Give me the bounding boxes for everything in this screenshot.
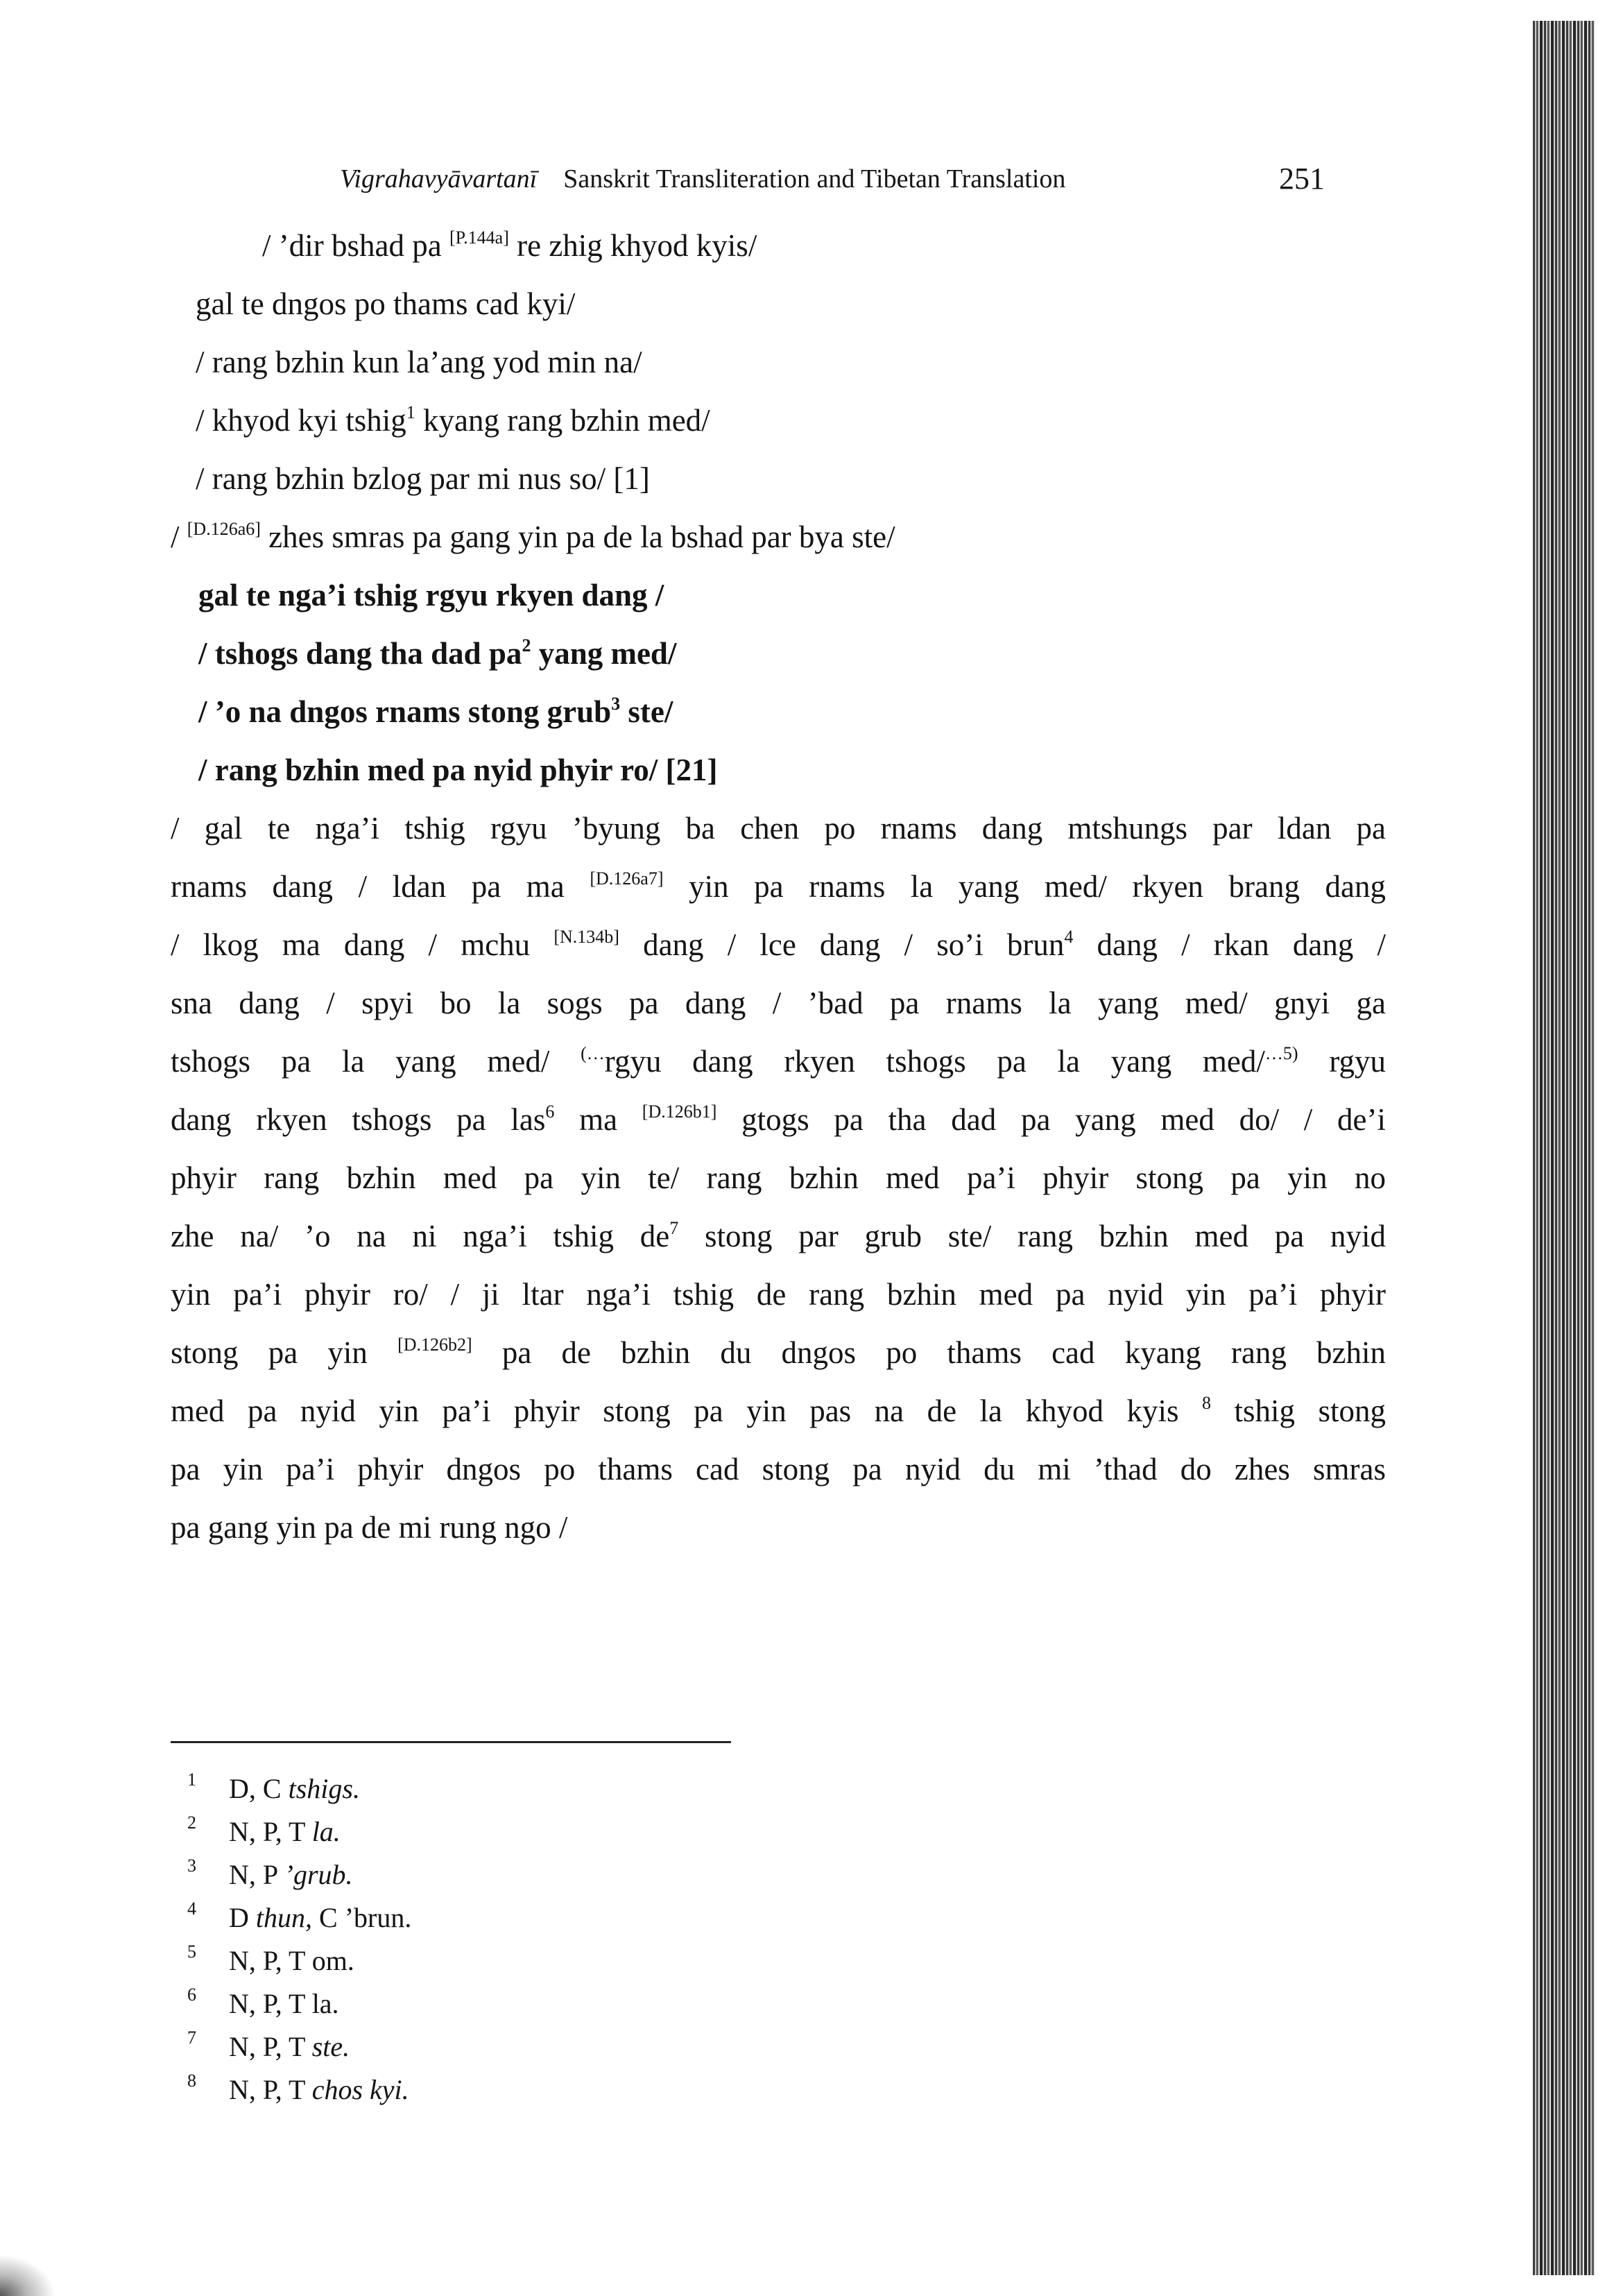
footnote-ref: 7 <box>669 1218 679 1238</box>
footnote: 7 N, P, T ste. <box>187 2025 411 2068</box>
header-title: Vigrahavyāvartanī <box>340 164 538 194</box>
commentary-paragraph <box>171 799 1386 1557</box>
folio-marker: [D.126a7] <box>590 868 664 889</box>
commentary-line: stong pa yin [D.126b2] pa de bzhin du dngos po thams cad kyang rang bzhin <box>171 1335 1386 1370</box>
omission-marker-close: …5) <box>1264 1043 1298 1063</box>
verse-line-bold: / tshogs dang tha dad $pa^2$ yang med/ <box>198 635 677 671</box>
verse-line: / ’dir bshad pa [P.144a] re zhig khyod kyis/ <box>262 228 757 263</box>
footnote: 3 N, P ’grub. <box>187 1853 411 1896</box>
footnote-ref: 3 <box>611 694 621 714</box>
commentary-line: pa yin pa’i phyir dngos po thams cad stong pa nyid du mi ’thad do zhes smras <box>171 1452 1386 1487</box>
folio-marker: [D.126a6] <box>187 519 261 539</box>
running-header <box>340 158 1325 200</box>
footnote-number: 4 <box>187 1899 196 1919</box>
footnote: 5 N, P, T om. <box>187 1939 411 1982</box>
commentary-line: / lkog ma dang / mchu [N.134b] dang / lce dang / so’i brun$^4$ dang / rkan dang / <box>171 927 1386 962</box>
footnote-ref: 2 <box>522 635 531 656</box>
folio-marker: [D.126b2] <box>397 1335 472 1355</box>
footnote-ref: 4 <box>1064 927 1074 947</box>
verse-block-2 <box>171 566 1386 799</box>
commentary-line: pa gang yin pa de mi rung ngo / <box>171 1510 568 1545</box>
verse-line-bold: gal te nga’i tshig rgyu rkyen dang / <box>198 578 664 612</box>
verse-line: gal te dngos po thams cad kyi/ <box>196 286 576 321</box>
commentary-line: zhe na/ ’o na ni nga’i tshig $de^7$ stong par grub ste/ rang bzhin med pa nyid <box>171 1218 1386 1253</box>
commentary-intro-line: / [D.126a6] zhes smras pa gang yin pa de la bshad par bya ste/ <box>171 519 895 554</box>
footnote-number: 8 <box>187 2071 196 2091</box>
footnote-number: 6 <box>187 1985 196 2005</box>
commentary-line: rnams dang / ldan pa ma [D.126a7] yin pa rnams la yang med/ rkyen brang dang <box>171 868 1386 904</box>
footnote-number: 2 <box>187 1813 196 1833</box>
commentary-line: yin pa’i phyir ro/ / ji ltar nga’i tshig de rang bzhin med pa nyid yin pa’i phyir <box>171 1277 1386 1312</box>
verse-line: / rang bzhin bzlog par mi nus so/ [1] <box>196 461 650 496</box>
footnote: 1 D, C tshigs. <box>187 1767 411 1810</box>
footnote-number: 5 <box>187 1942 196 1962</box>
commentary-line: tshogs pa la yang med/ (…rgyu dang rkyen tshogs pa la yang med/$^{\dots 5)}$ rgyu <box>171 1043 1386 1079</box>
footnote-ref: 6 <box>545 1102 555 1122</box>
folio-marker: [D.126b1] <box>642 1102 717 1122</box>
footnote: 8 N, P, T chos kyi. <box>187 2068 411 2111</box>
omission-marker-open: (… <box>581 1043 605 1063</box>
commentary-line: sna dang / spyi bo la sogs pa dang / ’bad pa rnams la yang med/ gnyi ga <box>171 986 1386 1020</box>
verse-line-bold: / rang bzhin med pa nyid phyir ro/ [21] <box>198 753 718 787</box>
header-subtitle: Sanskrit Transliteration and Tibetan Translation <box>563 164 1066 194</box>
verse-line: / khyod kyi tshig$^1$ kyang rang bzhin med/ <box>196 402 710 438</box>
footnote-number: 7 <box>187 2028 196 2048</box>
folio-marker: [N.134b] <box>553 927 619 947</box>
footnote: 6 N, P, T la. <box>187 1982 411 2025</box>
footnote-separator <box>171 1741 731 1743</box>
footnote-number: 1 <box>187 1770 196 1790</box>
footnote: 2 N, P, T la. <box>187 1810 411 1853</box>
page-number: 251 <box>1279 162 1325 196</box>
scan-corner-smudge <box>0 2254 55 2296</box>
commentary-line: phyir rang bzhin med pa yin te/ rang bzhin med pa’i phyir stong pa yin no <box>171 1160 1386 1195</box>
verse-block-1 <box>171 216 1386 566</box>
footnote: 4 D thun, C ’brun. <box>187 1896 411 1939</box>
footnote-number: 3 <box>187 1856 196 1876</box>
commentary-line: / gal te nga’i tshig rgyu ’byung ba chen po rnams dang mtshungs par ldan pa <box>171 811 1386 846</box>
book-binding-shadow <box>1533 21 1595 2275</box>
commentary-line: dang rkyen tshogs pa las$^6$ ma [D.126b1] gtogs pa tha dad pa yang med do/ / de’i <box>171 1102 1386 1137</box>
footnote-ref: 1 <box>406 402 415 422</box>
folio-marker: [P.144a] <box>449 228 509 248</box>
verse-line-bold: / ’o na dngos rnams stong grub$^3$ ste/ <box>198 694 673 729</box>
verse-line: / rang bzhin kun la’ang yod min na/ <box>196 345 642 379</box>
commentary-line: med pa nyid yin pa’i phyir stong pa yin pas na de la khyod kyis $^8$ tshig stong <box>171 1393 1386 1428</box>
footnote-ref: 8 <box>1201 1393 1211 1413</box>
footnotes <box>187 1767 411 2111</box>
